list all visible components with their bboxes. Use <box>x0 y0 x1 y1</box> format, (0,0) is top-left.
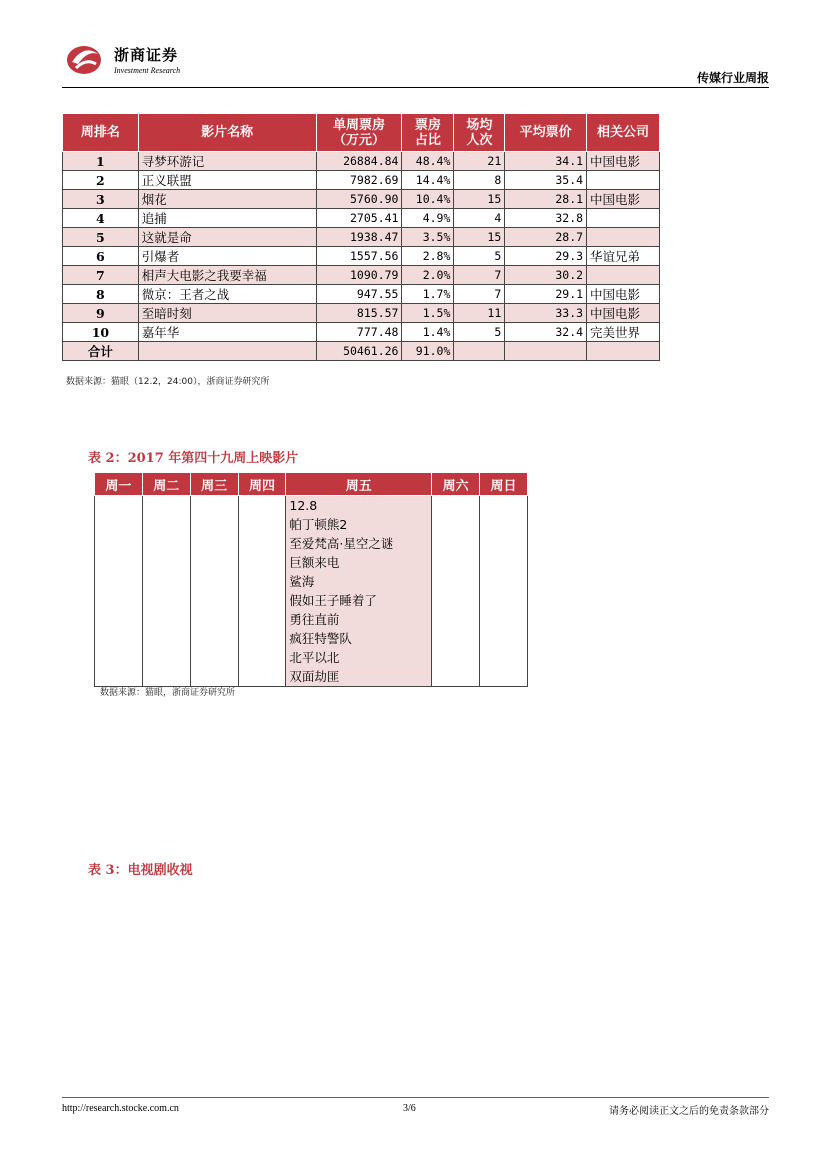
col-header-tue: 周二 <box>142 473 190 496</box>
cell-avg-price: 29.1 <box>505 285 587 304</box>
cell-name: 这就是命 <box>138 228 316 247</box>
cell-rank: 2 <box>63 171 139 190</box>
cell-rank: 1 <box>63 152 139 171</box>
film-title: 鲨海 <box>289 574 315 589</box>
film-title: 巨额来电 <box>289 555 340 570</box>
col-header-rank: 周排名 <box>63 114 139 152</box>
cell-name: 微京：王者之战 <box>138 285 316 304</box>
col-header-wed: 周三 <box>190 473 238 496</box>
cell-share: 2.8% <box>402 247 454 266</box>
cell-sun <box>480 496 528 687</box>
col-header-share: 票房 占比 <box>402 114 454 152</box>
table-row <box>63 209 660 228</box>
table1-source: 数据来源：猫眼（12.2，24:00），浙商证券研究所 <box>66 377 270 387</box>
cell-company <box>587 171 660 190</box>
total-share: 91.0% <box>402 342 454 361</box>
film-title: 疯狂特警队 <box>289 631 352 646</box>
cell-name: 相声大电影之我要幸福 <box>138 266 316 285</box>
cell-box: 1557.56 <box>316 247 402 266</box>
cell-company: 中国电影 <box>587 190 660 209</box>
col-header-avg-people: 场均 人次 <box>454 114 505 152</box>
box-office-table <box>62 113 660 361</box>
cell-avg-people: 5 <box>454 247 505 266</box>
cell-share: 1.5% <box>402 304 454 323</box>
table-header-row <box>95 473 528 496</box>
cell-name: 烟花 <box>138 190 316 209</box>
footer-divider <box>62 1097 769 1098</box>
cell-avg-price: 28.1 <box>505 190 587 209</box>
table-row <box>63 323 660 342</box>
cell-name: 正义联盟 <box>138 171 316 190</box>
film-title: 双面劫匪 <box>289 669 340 684</box>
col-header-fri: 周五 <box>286 473 432 496</box>
cell-box: 1938.47 <box>316 228 402 247</box>
cell-share: 14.4% <box>402 171 454 190</box>
total-empty-cell <box>587 342 660 361</box>
cell-avg-people: 11 <box>454 304 505 323</box>
table-row <box>63 228 660 247</box>
cell-share: 48.4% <box>402 152 454 171</box>
table-header-row <box>63 114 660 152</box>
table-row <box>63 285 660 304</box>
cell-share: 1.4% <box>402 323 454 342</box>
cell-avg-people: 8 <box>454 171 505 190</box>
cell-avg-price: 30.2 <box>505 266 587 285</box>
total-row <box>63 342 660 361</box>
col-header-mon: 周一 <box>95 473 143 496</box>
cell-rank: 9 <box>63 304 139 323</box>
report-type-title: 传媒行业周报 <box>696 71 769 85</box>
cell-avg-price: 34.1 <box>505 152 587 171</box>
cell-company: 中国电影 <box>587 285 660 304</box>
cell-mon <box>95 496 143 687</box>
cell-avg-people: 5 <box>454 323 505 342</box>
cell-avg-price: 33.3 <box>505 304 587 323</box>
cell-box: 7982.69 <box>316 171 402 190</box>
cell-avg-people: 21 <box>454 152 505 171</box>
page-number: 3/6 <box>403 1103 416 1114</box>
cell-share: 1.7% <box>402 285 454 304</box>
cell-rank: 7 <box>63 266 139 285</box>
total-box: 50461.26 <box>316 342 402 361</box>
cell-company: 中国电影 <box>587 152 660 171</box>
cell-box: 5760.90 <box>316 190 402 209</box>
release-date: 12.8 <box>289 498 318 513</box>
table-row <box>63 171 660 190</box>
cell-rank: 10 <box>63 323 139 342</box>
total-empty-cell <box>138 342 316 361</box>
cell-avg-people: 15 <box>454 190 505 209</box>
cell-share: 2.0% <box>402 266 454 285</box>
disclaimer-note: 请务必阅读正文之后的免责条款部分 <box>609 1106 769 1117</box>
cell-share: 3.5% <box>402 228 454 247</box>
film-title: 假如王子睡着了 <box>289 593 377 608</box>
company-logo <box>64 40 104 76</box>
cell-avg-people: 15 <box>454 228 505 247</box>
logo-text-en: Investment Research <box>114 66 181 75</box>
cell-box: 1090.79 <box>316 266 402 285</box>
col-header-company: 相关公司 <box>587 114 660 152</box>
cell-rank: 4 <box>63 209 139 228</box>
cell-name: 寻梦环游记 <box>138 152 316 171</box>
table-row <box>63 266 660 285</box>
col-header-film: 影片名称 <box>138 114 316 152</box>
release-schedule-table <box>94 472 528 687</box>
total-empty-cell <box>454 342 505 361</box>
cell-avg-price: 32.4 <box>505 323 587 342</box>
table-row <box>63 247 660 266</box>
cell-avg-price: 32.8 <box>505 209 587 228</box>
cell-thu <box>238 496 286 687</box>
cell-share: 10.4% <box>402 190 454 209</box>
cell-avg-price: 35.4 <box>505 171 587 190</box>
table2-caption: 表 2：2017 年第四十九周上映影片 <box>88 451 299 466</box>
cell-company <box>587 209 660 228</box>
cell-rank: 6 <box>63 247 139 266</box>
footer-url: http://research.stocke.com.cn <box>62 1103 179 1114</box>
total-label: 合计 <box>63 342 139 361</box>
cell-name: 引爆者 <box>138 247 316 266</box>
cell-box: 2705.41 <box>316 209 402 228</box>
header-divider <box>62 87 769 88</box>
table-row <box>63 190 660 209</box>
film-title: 勇往直前 <box>289 612 340 627</box>
table3-caption: 表 3：电视剧收视 <box>88 863 193 878</box>
cell-wed <box>190 496 238 687</box>
cell-box: 26884.84 <box>316 152 402 171</box>
cell-fri <box>286 496 432 687</box>
col-header-avg-price: 平均票价 <box>505 114 587 152</box>
table-row <box>95 496 528 687</box>
cell-sat <box>432 496 480 687</box>
cell-name: 追捕 <box>138 209 316 228</box>
cell-rank: 3 <box>63 190 139 209</box>
cell-box: 947.55 <box>316 285 402 304</box>
table2-source: 数据来源：猫眼，浙商证券研究所 <box>100 688 236 698</box>
film-title: 帕丁顿熊2 <box>289 517 348 532</box>
cell-name: 至暗时刻 <box>138 304 316 323</box>
col-header-thu: 周四 <box>238 473 286 496</box>
cell-avg-people: 7 <box>454 285 505 304</box>
cell-rank: 8 <box>63 285 139 304</box>
cell-company <box>587 266 660 285</box>
col-header-box: 单周票房 （万元） <box>316 114 402 152</box>
cell-avg-people: 7 <box>454 266 505 285</box>
cell-avg-people: 4 <box>454 209 505 228</box>
total-empty-cell <box>505 342 587 361</box>
cell-avg-price: 29.3 <box>505 247 587 266</box>
logo-text-cn: 浙商证券 <box>114 46 179 64</box>
table-row <box>63 304 660 323</box>
cell-name: 嘉年华 <box>138 323 316 342</box>
cell-company: 完美世界 <box>587 323 660 342</box>
cell-share: 4.9% <box>402 209 454 228</box>
cell-box: 815.57 <box>316 304 402 323</box>
col-header-sun: 周日 <box>480 473 528 496</box>
cell-rank: 5 <box>63 228 139 247</box>
cell-company <box>587 228 660 247</box>
table-row <box>63 152 660 171</box>
film-title: 北平以北 <box>289 650 340 665</box>
cell-company: 中国电影 <box>587 304 660 323</box>
cell-tue <box>142 496 190 687</box>
film-title: 至爱梵高·星空之谜 <box>289 536 394 551</box>
cell-avg-price: 28.7 <box>505 228 587 247</box>
cell-box: 777.48 <box>316 323 402 342</box>
col-header-sat: 周六 <box>432 473 480 496</box>
cell-company: 华谊兄弟 <box>587 247 660 266</box>
